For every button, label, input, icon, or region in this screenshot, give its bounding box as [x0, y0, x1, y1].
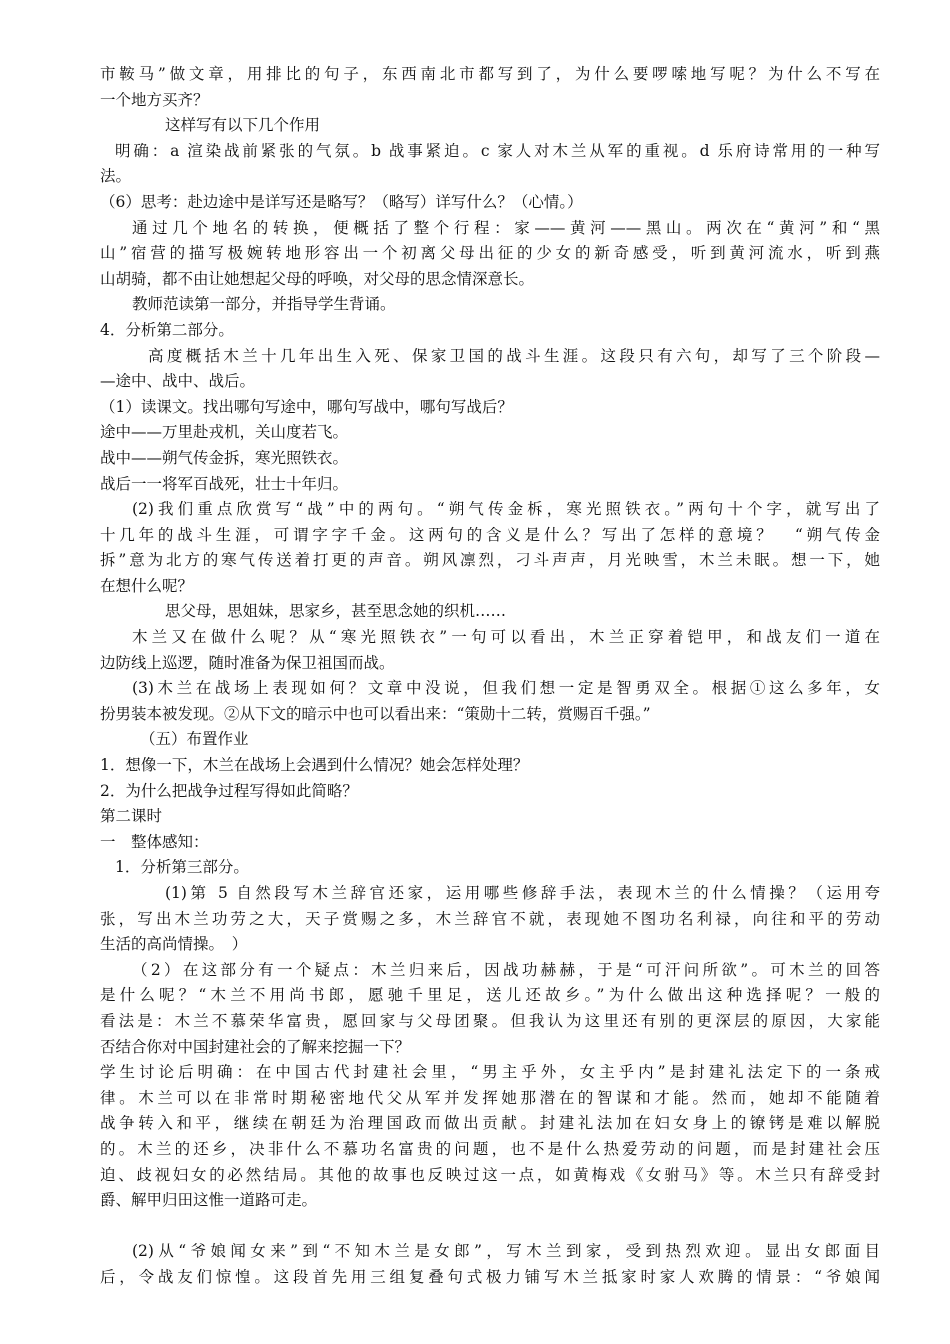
- text-line: 张，写出木兰功劳之大，天子赏赐之多，木兰辞官不就，表现她不图功名利禄，向往和平的劳动: [100, 909, 880, 928]
- text-line: 思父母，思姐妹，思家乡，甚至思念她的织机……: [165, 602, 507, 621]
- text-line: 的。木兰的还乡，决非什么不慕功名富贵的问题，也不是什么热爱劳动的问题，而是封建社会压: [100, 1139, 880, 1158]
- text-line: 途中——万里赴戎机，关山度若飞。: [100, 423, 349, 442]
- text-line: 山”宿营的描写极婉转地形容出一个初离父母出征的少女的新奇感受，听到黄河流水，听到燕: [100, 244, 880, 263]
- text-line: 后，令战友们惊惶。这段首先用三组复叠句式极力铺写木兰抵家时家人欢腾的情景：“爷娘闻: [100, 1267, 880, 1286]
- text-line: （五）布置作业: [140, 730, 249, 749]
- text-line: 4．分析第二部分。: [100, 320, 234, 339]
- text-line: 生活的高尚情操。 ）: [100, 935, 248, 954]
- text-line: 战争转入和平，继续在朝廷为治理国政而做出贡献。封建礼法加在妇女身上的镣铐是难以解脱: [100, 1114, 880, 1133]
- text-line: 迫、歧视妇女的必然结局。其他的故事也反映过这一点，如黄梅戏《女驸马》等。木兰只有辞受封: [100, 1165, 880, 1184]
- text-line: 一个地方买齐？: [100, 90, 209, 109]
- text-line: 法。: [100, 167, 132, 186]
- text-line: (3)木兰在战场上表现如何？文章中没说，但我们想一定是智勇双全。根据①这么多年，女: [132, 679, 880, 698]
- text-line: 律。木兰可以在非常时期秘密地代父从军并发挥她那潜在的智谋和才能。然而，她却不能随着: [100, 1088, 880, 1107]
- text-line: 学生讨论后明确：在中国古代封建社会里，“男主乎外，女主乎内”是封建礼法定下的一条戒: [100, 1063, 880, 1082]
- text-line: 边防线上巡逻，随时准备为保卫祖国而战。: [100, 653, 395, 672]
- text-line: 这样写有以下几个作用: [165, 116, 321, 135]
- text-line: （6）思考：赴边途中是详写还是略写？（略写）详写什么？（心情。）: [100, 192, 583, 211]
- text-line: 扮男装本被发现。②从下文的暗示中也可以看出来：“策勋十二转，赏赐百千强。”: [100, 704, 651, 723]
- text-line: 爵、解甲归田这惟一道路可走。: [100, 1191, 318, 1210]
- text-line: 2．为什么把战争过程写得如此简略？: [100, 781, 358, 800]
- paragraph-gap: [100, 1214, 880, 1240]
- text-line: 否结合你对中国封建社会的了解来挖掘一下？: [100, 1037, 411, 1056]
- text-line: —途中、战中、战后。: [100, 372, 256, 391]
- text-line: (1)第 5 自然段写木兰辞官还家，运用哪些修辞手法，表现木兰的什么情操？（运用夸: [165, 884, 880, 902]
- text-line: （2）在这部分有一个疑点：木兰归来后，因战功赫赫，于是“可汗问所欲”。可木兰的回答: [132, 960, 880, 979]
- text-line: (2)从“爷娘闻女来”到“不知木兰是女郎”，写木兰到家，受到热烈欢迎。显出女郎面目: [132, 1242, 880, 1261]
- text-line: 第二课时: [100, 807, 163, 826]
- text-line: 市鞍马”做文章，用排比的句子，东西南北市都写到了，为什么要啰嗦地写呢？为什么不写在: [100, 65, 880, 83]
- text-line: 是什么呢？“木兰不用尚书郎，愿驰千里足，送儿还故乡。”为什么做出这种选择呢？一般的: [100, 986, 880, 1005]
- text-line: 战中——朔气传金拆，寒光照铁衣。: [100, 448, 349, 467]
- text-line: 教师范读第一部分，并指导学生背诵。: [132, 295, 396, 314]
- text-line: 看法是：木兰不慕荣华富贵，愿回家与父母团聚。但我认为这里还有别的更深层的原因，大家能: [100, 1011, 880, 1030]
- text-line: 明确：a 渲染战前紧张的气氛。b 战事紧迫。c 家人对木兰从军的重视。d 乐府诗常用的一种写: [115, 141, 880, 160]
- text-line: 木兰又在做什么呢？从“寒光照铁衣”一句可以看出，木兰正穿着铠甲，和战友们一道在: [132, 628, 880, 647]
- text-line: 拆”意为北方的寒气传送着打更的声音。朔风凛烈，刁斗声声，月光映雪，木兰未眠。想一下，她: [100, 551, 880, 570]
- text-line: 一 整体感知：: [100, 832, 209, 851]
- document-page: [100, 62, 880, 1291]
- text-line: 高度概括木兰十几年出生入死、保家卫国的战斗生涯。这段只有六句，却写了三个阶段—: [148, 346, 880, 365]
- text-line: 十几年的战斗生涯，可谓字字千金。这两句的含义是什么？写出了怎样的意境？ “朔气传金: [100, 525, 880, 544]
- text-line: 战后一一将军百战死，壮士十年归。: [100, 474, 349, 493]
- text-line: 1．分析第三部分。: [115, 858, 249, 877]
- text-line: (2)我们重点欣赏写“战”中的两句。“朔气传金柝，寒光照铁衣。”两句十个字，就写出了: [132, 500, 880, 519]
- text-line: 在想什么呢？: [100, 576, 194, 595]
- text-line: 通过几个地名的转换，便概括了整个行程：家——黄河——黑山。两次在“黄河”和“黑: [132, 218, 880, 237]
- text-line: 山胡骑，都不由让她想起父母的呼唤，对父母的思念情深意长。: [100, 269, 535, 288]
- text-line: 1．想像一下，木兰在战场上会遇到什么情况？她会怎样处理？: [100, 756, 529, 775]
- text-line: （1）读课文。找出哪句写途中，哪句写战中，哪句写战后？: [100, 397, 513, 416]
